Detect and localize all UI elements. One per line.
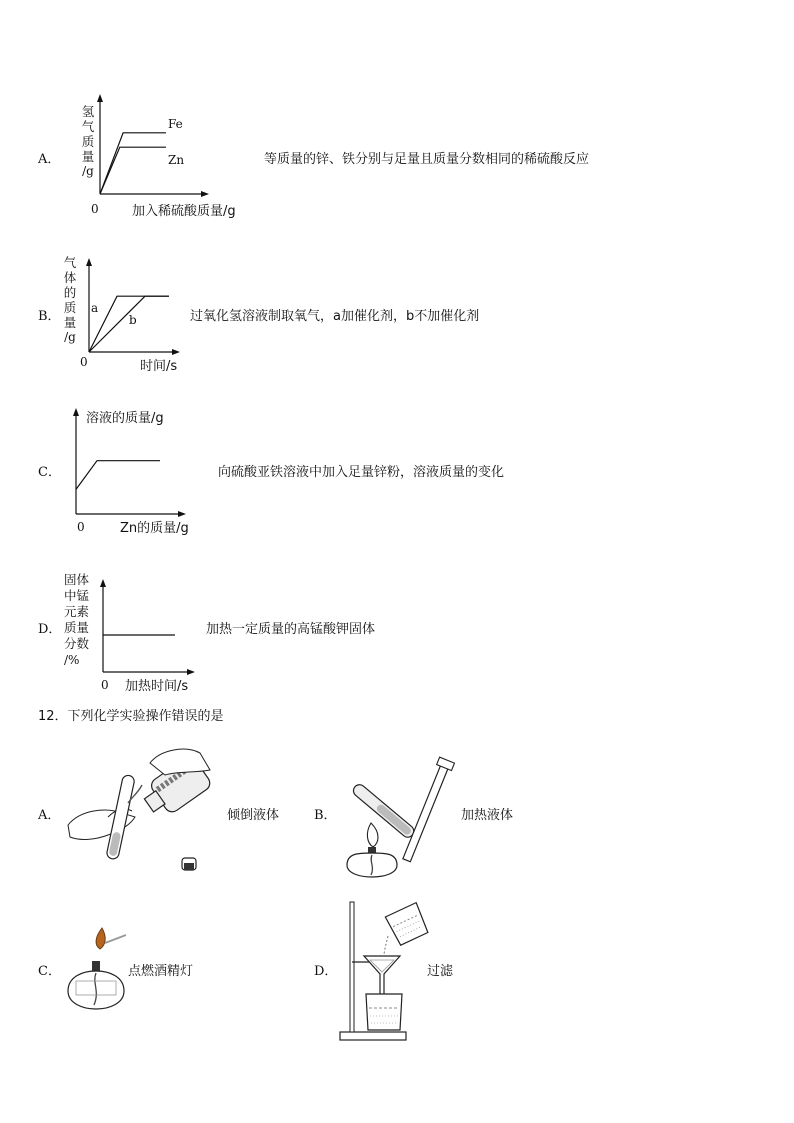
- question-12-stem: 12．下列化学实验操作错误的是: [38, 709, 224, 724]
- y-axis-label: 气 体 的 质 量 /g: [63, 255, 77, 344]
- option-description: 等质量的锌、铁分别与足量且质量分数相同的稀硫酸反应: [264, 152, 590, 167]
- option-caption: 倾倒液体: [227, 808, 280, 823]
- option-caption: 加热液体: [461, 808, 514, 823]
- option-letter: A．: [38, 808, 61, 823]
- x-axis-label: 加入稀硫酸质量/g: [132, 204, 236, 219]
- iron-stand-rod: [350, 902, 354, 1032]
- option-caption: 点燃酒精灯: [128, 964, 194, 979]
- origin-label: 0: [80, 355, 88, 369]
- origin-label: 0: [91, 202, 99, 216]
- origin-label: 0: [101, 678, 109, 692]
- pouring-beaker: [385, 903, 429, 946]
- x-axis-label: 时间/s: [140, 359, 178, 374]
- flame: [367, 823, 378, 847]
- match-flame-icon: [96, 928, 105, 949]
- option-description: 加热一定质量的高锰酸钾固体: [206, 622, 376, 637]
- option-letter: A．: [38, 152, 61, 167]
- y-axis-label: 氢 气 质 量 /g: [81, 104, 95, 178]
- option-letter: D．: [314, 964, 338, 979]
- right-hand: [150, 749, 210, 775]
- option-description: 向硫酸亚铁溶液中加入足量锌粉，溶液质量的变化: [218, 465, 505, 480]
- funnel: [364, 956, 400, 998]
- receiving-beaker: [366, 994, 402, 1030]
- option-letter: B．: [314, 808, 337, 823]
- origin-label: 0: [77, 520, 85, 534]
- test-tube-holder: [403, 761, 450, 861]
- series-label-fe: Fe: [168, 117, 183, 131]
- series-label-zn: Zn: [168, 153, 185, 167]
- option-letter: B．: [38, 309, 61, 324]
- option-caption: 过滤: [427, 964, 454, 979]
- y-axis-label: 固体 中锰 元素 质量 分数 /%: [64, 572, 90, 667]
- match-stick: [105, 935, 126, 943]
- heating-liquid-illustration: [335, 745, 465, 880]
- option-letter: D．: [38, 622, 62, 637]
- x-axis-arrow: [187, 669, 195, 675]
- bottle-stopper: [182, 858, 196, 870]
- y-axis-label: 溶液的质量/g: [86, 411, 164, 426]
- lighting-lamp-illustration: [62, 925, 132, 1020]
- option-description: 过氧化氢溶液制取氧气，a加催化剂，b不加催化剂: [190, 309, 480, 324]
- x-axis-label: Zn的质量/g: [120, 521, 189, 536]
- series-label-b: b: [129, 313, 137, 327]
- y-axis-arrow: [100, 579, 106, 587]
- pouring-liquid-illustration: [60, 745, 220, 880]
- option-letter: C．: [38, 465, 61, 480]
- iron-stand-base: [340, 1032, 406, 1040]
- series-label-a: a: [91, 301, 99, 315]
- x-axis-label: 加热时间/s: [125, 679, 189, 694]
- option-letter: C．: [38, 964, 61, 979]
